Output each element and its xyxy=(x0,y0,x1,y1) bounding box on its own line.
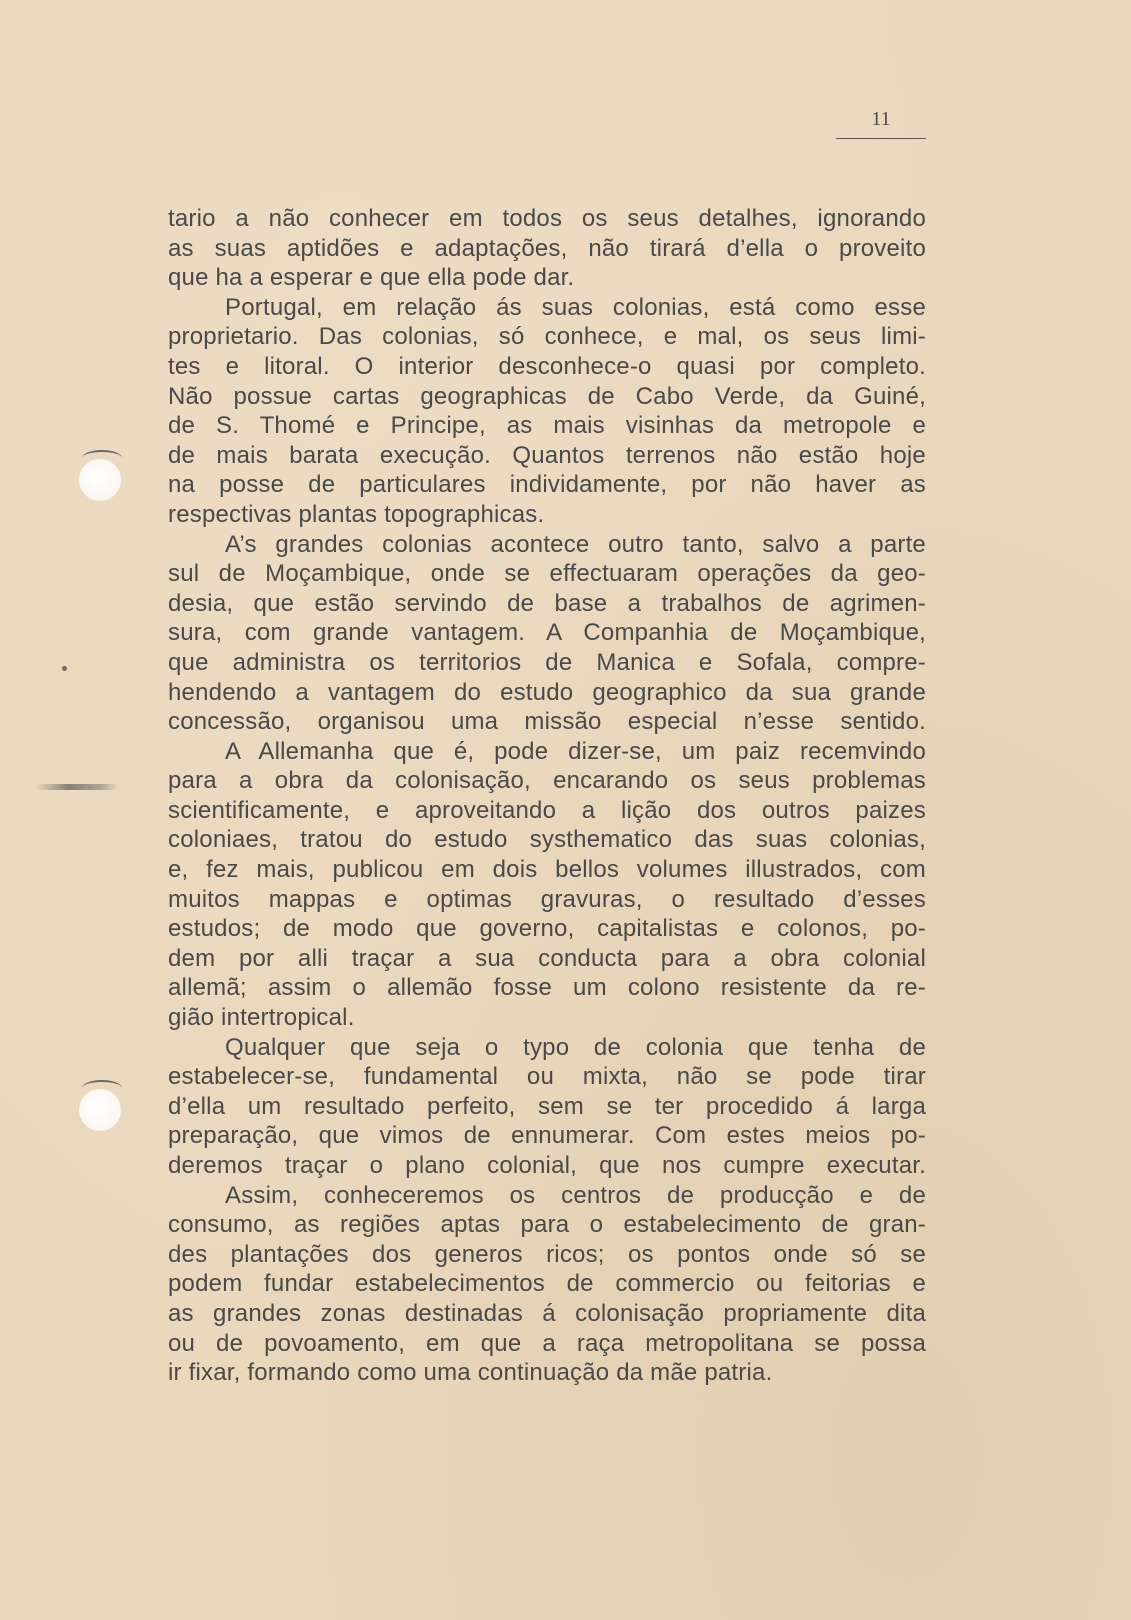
text-line: desia, que estão servindo de base a trabalhos de agrimen- xyxy=(168,589,926,617)
text-line: des plantações dos generos ricos; os pontos onde só se xyxy=(168,1240,926,1268)
text-line: sul de Moçambique, onde se effectuaram operações da geo- xyxy=(168,560,926,588)
text-line: de S. Thomé e Principe, as mais visinhas da metropole e xyxy=(168,412,926,440)
text-line: ou de povoamento, em que a raça metropolitana se possa xyxy=(168,1329,926,1357)
page-number: 11 xyxy=(871,108,891,130)
text-line: ir fixar, formando como uma continuação da mãe patria. xyxy=(168,1359,773,1387)
text-line: gião intertropical. xyxy=(168,1004,355,1032)
text-line: que ha a esperar e que ella pode dar. xyxy=(168,264,575,292)
text-line: Não possue cartas geographicas de Cabo Verde, da Guiné, xyxy=(168,382,926,410)
text-line: respectivas plantas topographicas. xyxy=(168,500,545,528)
text-line: hendendo a vantagem do estudo geographico da sua grande xyxy=(168,678,926,706)
ink-smudge xyxy=(36,784,118,790)
text-line: e, fez mais, publicou em dois bellos volumes illustrados, com xyxy=(168,856,926,884)
text-line: preparação, que vimos de ennumerar. Com estes meios po- xyxy=(168,1122,926,1150)
binding-hole xyxy=(79,1089,121,1131)
text-line: na posse de particulares individamente, por não haver as xyxy=(168,471,926,499)
body-text xyxy=(168,204,926,1388)
text-line: A Allemanha que é, pode dizer-se, um paiz recemvindo xyxy=(225,737,926,765)
text-line: as suas aptidões e adaptações, não tirará d’ella o proveito xyxy=(168,234,926,262)
text-line: dem por alli traçar a sua conducta para a obra colonial xyxy=(168,944,926,972)
text-line: Qualquer que seja o typo de colonia que tenha de xyxy=(225,1033,926,1061)
text-line: muitos mappas e optimas gravuras, o resultado d’esses xyxy=(168,885,926,913)
text-line: tario a não conhecer em todos os seus detalhes, ignorando xyxy=(168,205,926,232)
text-line: coloniaes, tratou do estudo systhematico das suas colonias, xyxy=(168,826,926,854)
text-line: consumo, as regiões aptas para o estabelecimento de gran- xyxy=(168,1211,926,1239)
text-line: tes e litoral. O interior desconhece-o quasi por completo. xyxy=(168,352,926,380)
text-line: estabelecer-se, fundamental ou mixta, não se pode tirar xyxy=(168,1063,926,1091)
text-line: allemã; assim o allemão fosse um colono resistente da re- xyxy=(168,974,926,1002)
text-line: proprietario. Das colonias, só conhece, e mal, os seus limi- xyxy=(168,323,926,351)
text-line: deremos traçar o plano colonial, que nos cumpre executar. xyxy=(168,1152,926,1179)
text-line: sura, com grande vantagem. A Companhia de Moçambique, xyxy=(168,619,926,647)
text-line: concessão, organisou uma missão especial n’esse sentido. xyxy=(168,708,926,736)
text-line: estudos; de modo que governo, capitalistas e colonos, po- xyxy=(168,915,926,943)
paper-speck xyxy=(62,666,67,671)
text-line: as grandes zonas destinadas á colonisação propriamente dita xyxy=(168,1299,926,1327)
text-line: scientificamente, e aproveitando a lição dos outros paizes xyxy=(168,796,926,824)
page-number-underline xyxy=(836,138,926,139)
text-line: d’ella um resultado perfeito, sem se ter procedido á larga xyxy=(168,1092,926,1120)
text-line: de mais barata execução. Quantos terrenos não estão hoje xyxy=(168,441,926,469)
text-line: que administra os territorios de Manica e Sofala, compre- xyxy=(168,648,926,676)
text-line: Portugal, em relação ás suas colonias, está como esse xyxy=(225,293,926,321)
text-line: Assim, conheceremos os centros de producção e de xyxy=(225,1181,926,1209)
text-line: para a obra da colonisação, encarando os seus problemas xyxy=(168,767,926,795)
text-line: A’s grandes colonias acontece outro tanto, salvo a parte xyxy=(225,530,926,558)
binding-hole xyxy=(79,459,121,501)
text-line: podem fundar estabelecimentos de commercio ou feitorias e xyxy=(168,1270,926,1298)
